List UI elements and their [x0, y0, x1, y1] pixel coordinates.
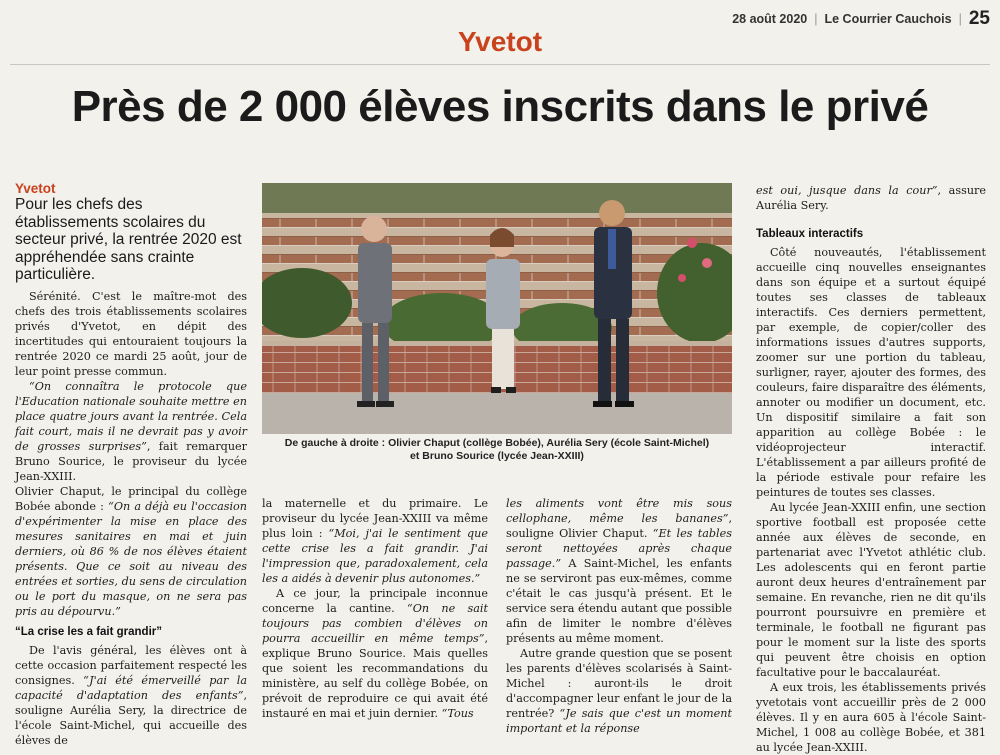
paragraph: Autre grande question que se posent les parents d'élèves scolarisés à Saint-Michel : auront-ils le droit d'accompagner leur enfant le jour de la rentrée? “Je sais que c'est un moment important et la réponse [506, 647, 732, 735]
quote: “Moi, j'ai le sentiment que cette crise les a fait grandir. J'ai l'impression que, paradoxalement, cela les a aidés à devenir plus autonomes.” [262, 527, 488, 585]
paragraph: Olivier Chaput, le principal du collège Bobée abonde : “On a déjà eu l'occasion d'expérimenter la mise en place des mesures sanitaires en mai et juin derniers, où 86 % de nos élèves étaient présents. Que ce soit au niveau des entrées et sorties, du sens de circulation ou le port du masque, on ne sera pas pris au dépourvu.” [15, 485, 247, 618]
publication-name: Le Courrier Cauchois [824, 12, 952, 26]
article-column-2 [262, 496, 488, 721]
paragraph: Sérénité. C'est le maître-mot des chefs des trois établissements scolaires privés d'Yvetot, en dépit des incertitudes qui entouraient toujours la rentrée 2020 ce mardi 25 août, jour de leur point presse commun. [15, 290, 247, 378]
article-column-3 [506, 496, 732, 736]
quote: est oui, jusque dans la cour” [756, 184, 938, 197]
paragraph: Côté nouveautés, l'établissement accueille cinq nouvelles enseignantes dans son équipe et a surtout équipé toutes ses classes de tableaux interactifs. Ces derniers permettent, par exemple, de copier/coller des informations issues d'autres supports, zoomer sur une portion du tableau, surligner, rayer, ajouter des formes, des couleurs, faire disparaître des éléments, annoter ou modifier un document, etc. Un dispositif similaire a fait son apparition au collège Bobée : le vidéoprojecteur interactif. L'établissement a par ailleurs profité de la période estivale pour refaire les peintures de toutes ses classes. [756, 246, 986, 499]
section-title: Yvetot [457, 26, 543, 57]
article-column-4 [756, 183, 986, 755]
quote: “On a déjà eu l'occasion d'expérimenter la mise en place des mesures sanitaires en mai et juin derniers, où 86 % de nos élèves étaient présents. Que ce soit au niveau des entrées et sorties, du sens de circulation ou le port du masque, on ne sera pas pris au dépourvu.” [15, 500, 247, 618]
quote: “Et les tables seront nettoyées après chaque passage.” [506, 527, 732, 570]
article-photo [262, 183, 732, 434]
photo-caption [262, 437, 732, 463]
paragraph: De l'avis général, les élèves ont à cette occasion parfaitement respecté les consignes. “J'ai été émerveillé par la capacité d'adaptation des enfants”, souligne Aurélia Sery, la directrice de l'école Saint-Michel, qui accueille des élèves de [15, 644, 248, 747]
page-number: 25 [968, 8, 990, 29]
article-column-1 [15, 289, 247, 748]
quote: “On ne sait toujours pas combien d'élèves on pourra accueillir en même temps” [262, 602, 488, 645]
article-headline: Près de 2 000 élèves inscrits dans le privé [71, 82, 929, 131]
issue-date: 28 août 2020 [732, 12, 808, 26]
caption-line: et Bruno Sourice (lycée Jean-XXIII) [410, 450, 584, 462]
subheading: Tableaux interactifs [756, 228, 864, 240]
article-standfirst: Pour les chefs des établissements scolaires du secteur privé, la rentrée 2020 est appréhendée sans crainte particulière. [15, 196, 242, 283]
quote: “On connaîtra le protocole que l'Education nationale souhaite mettre en place quatre jours avant la rentrée. Cela fait court, mais il ne devrait pas y avoir de grosses surprises” [15, 380, 247, 453]
subheading: “La crise les a fait grandir” [15, 626, 163, 638]
paragraph: “On connaîtra le protocole que l'Education nationale souhaite mettre en place quatre jours avant la rentrée. Cela fait court, mais il ne devrait pas y avoir de grosses surprises”, fait remarquer Bruno Sourice, le proviseur du lycée Jean-XXIII. [15, 380, 247, 483]
header-separator: | [814, 12, 818, 26]
paragraph: la maternelle et du primaire. Le proviseur du lycée Jean-XXIII va même plus loin : “Moi, j'ai le sentiment que cette crise les a fait grandir. J'ai l'impression que, paradoxalement, cela les a aidés à devenir plus autonomes.” [262, 497, 488, 585]
section-rule [10, 64, 990, 65]
article-kicker: Yvetot [15, 181, 56, 196]
header-separator: | [958, 12, 962, 26]
quote: “J'ai été émerveillé par la capacité d'adaptation des enfants” [15, 674, 248, 702]
paragraph: est oui, jusque dans la cour”, assure Aurélia Sery. [756, 184, 986, 212]
caption-line: De gauche à droite : Olivier Chaput (collège Bobée), Aurélia Sery (école Saint-Michel) [284, 437, 710, 449]
paragraph: A eux trois, les établissements privés yvetotais vont accueillir près de 2 000 élèves. Il y en aura 605 à l'école Saint-Michel, 1 008 au collège Bobée, et 381 au lycée Jean-XXIII. [756, 681, 986, 754]
paragraph: les aliments vont être mis sous cellophane, même les bananes”, souligne Olivier Chaput. “Et les tables seront nettoyées après chaque passage.” A Saint-Michel, les enfants ne se serviront pas eux-mêmes, comme c'était le cas jusqu'à présent. Et le service sera étendu autant que possible afin de limiter le nombre d'élèves présents au même moment. [506, 497, 733, 645]
paragraph: A ce jour, la principale inconnue concerne la cantine. “On ne sait toujours pas combien d'élèves on pourra accueillir en même temps”, explique Bruno Sourice. Mais quelles que soient les recommandations du ministère, au self du collège Bobée, on prévoit de reproduire ce qui avait été instauré en mai et juin dernier. “Tous [262, 587, 488, 720]
quote: les aliments vont être mis sous cellophane, même les bananes” [506, 497, 732, 525]
quote: “Je sais que c'est un moment important et la réponse [506, 707, 732, 735]
paragraph: Au lycée Jean-XXIII enfin, une section sportive football est proposée cette année aux élèves de seconde, en partenariat avec l'Yvetot athlétic club. Les adolescents qui en feront partie auront deux heures d'entraînement par semaine. En revanche, rien ne dit qu'ils pourront poursuivre en première et terminale, le football ne figurant pas pour le moment sur la liste des sports qui peuvent être choisis en option facultative pour le baccalauréat. [756, 501, 986, 679]
photo-illustration [262, 183, 732, 434]
